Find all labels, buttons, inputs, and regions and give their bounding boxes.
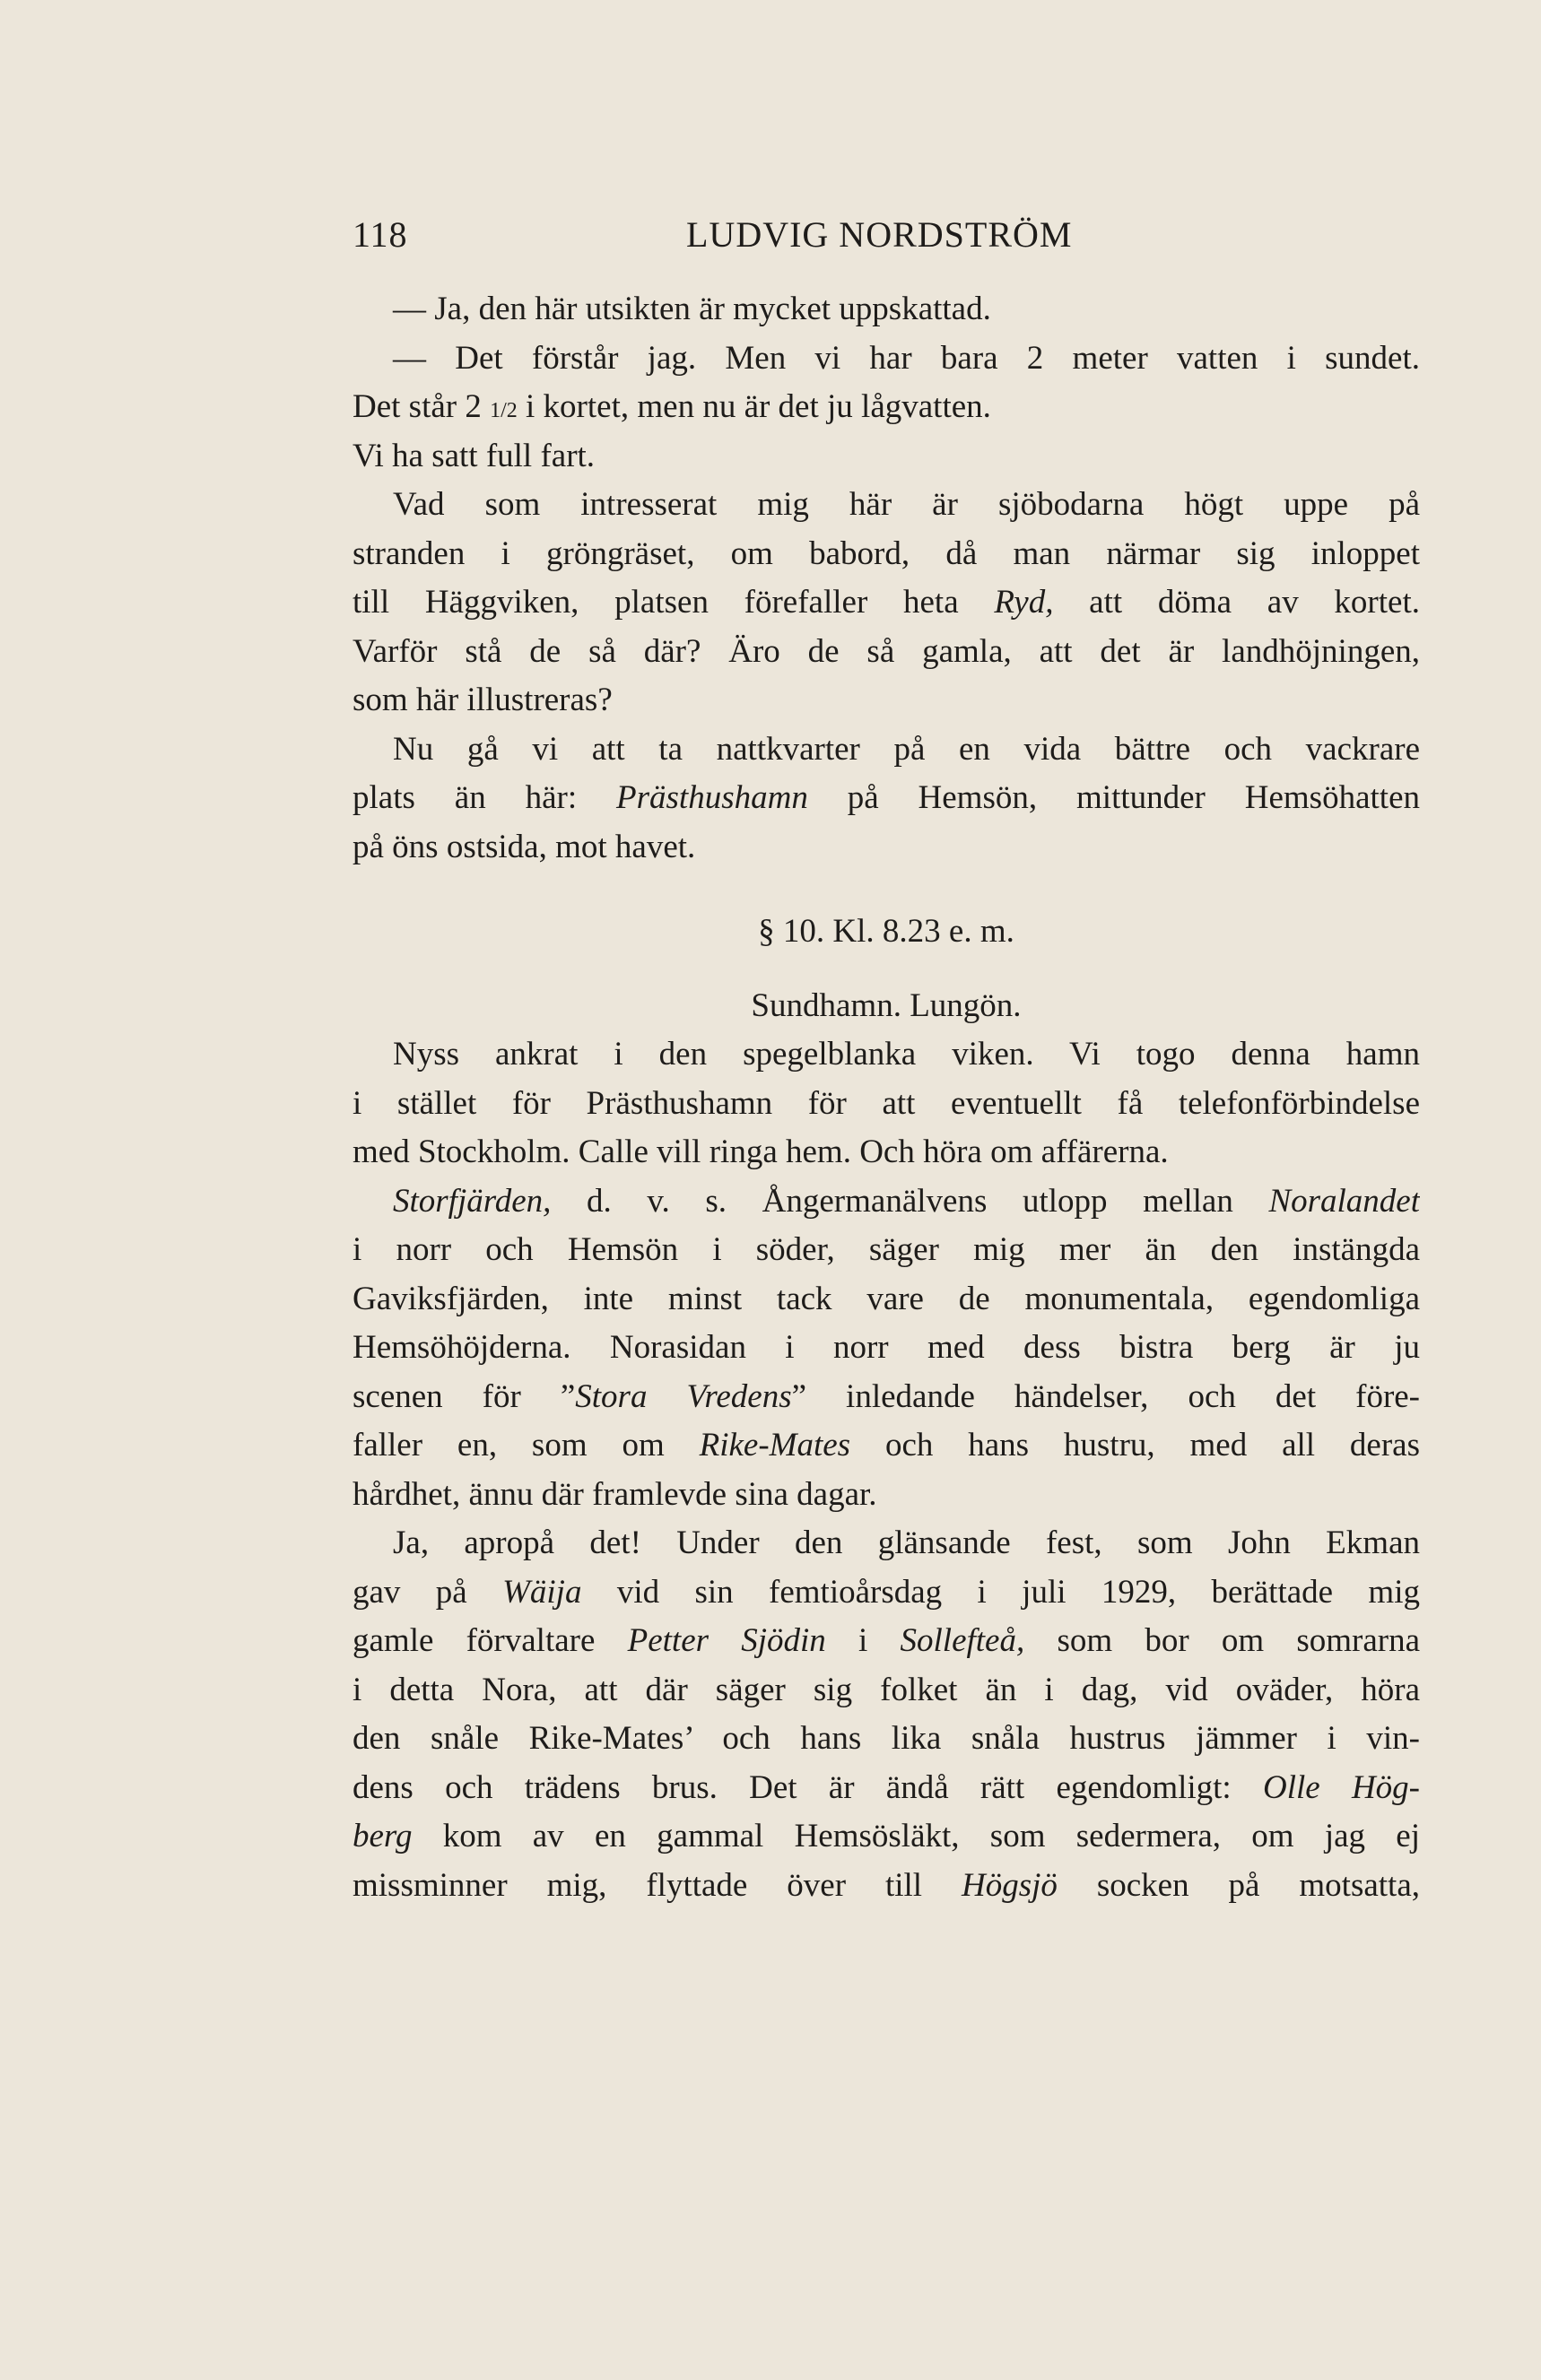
- text-line: med Stockholm. Calle vill ringa hem. Och höra om affärerna.: [353, 1134, 1169, 1170]
- text-line: stranden i gröngräset, om babord, då man närmar sig inloppet: [353, 534, 1420, 572]
- place-name: Prästhushamn: [616, 779, 808, 816]
- paragraph-first-line: Nu gå vi att ta nattkvarter på en vida bättre och vackrare: [393, 730, 1420, 768]
- dialogue-line: — Ja, den här utsikten är mycket uppskattad.: [393, 291, 991, 327]
- text-line: missminner mig, flyttade över till Högsjö socken på motsatta,: [353, 1866, 1420, 1904]
- page-header: [353, 213, 1420, 267]
- paragraph-first-line: Nyss ankrat i den spegelblanka viken. Vi togo denna hamn: [393, 1036, 1420, 1073]
- text-line: Det står 2 1/2 i kortet, men nu är det ju lågvatten.: [353, 388, 991, 425]
- text-line: hårdhet, ännu där framlevde sina dagar.: [353, 1475, 877, 1513]
- text-line: till Häggviken, platsen förefaller heta Ryd, att döma av kortet.: [353, 584, 1420, 621]
- text-line: dens och trädens brus. Det är ändå rätt egendomligt: Olle Hög-: [353, 1768, 1420, 1806]
- text-line: Gaviksfjärden, inte minst tack vare de monumentala, egendomliga: [353, 1280, 1420, 1317]
- text-line: på öns ostsida, mot havet.: [353, 828, 696, 865]
- text-line: gamle förvaltare Petter Sjödin i Sollefteå, som bor om somrarna: [353, 1622, 1420, 1659]
- place-name: Ryd,: [994, 584, 1054, 621]
- section-place: Sundhamn. Lungön.: [751, 986, 1022, 1024]
- page-number: 118: [353, 214, 408, 255]
- section-heading: § 10. Kl. 8.23 e. m.: [758, 913, 1014, 950]
- text-line: i stället för Prästhushamn för att eventuellt få telefonförbindelse: [353, 1084, 1420, 1122]
- paragraph-first-line: Vad som intresserat mig här är sjöbodarna högt uppe på: [393, 486, 1420, 523]
- text-line: gav på Wäija vid sin femtioårsdag i juli 1929, berättade mig: [353, 1573, 1420, 1611]
- text-line: plats än här: Prästhushamn på Hemsön, mittunder Hemsöhatten: [353, 779, 1420, 816]
- text-line: i detta Nora, att där säger sig folket än i dag, vid oväder, höra: [353, 1671, 1420, 1708]
- text-line: Varför stå de så där? Äro de så gamla, att det är landhöjningen,: [353, 632, 1420, 670]
- paragraph-first-line: Ja, apropå det! Under den glänsande fest, som John Ekman: [393, 1524, 1420, 1561]
- text-line: Hemsöhöjderna. Norasidan i norr med dess bistra berg är ju: [353, 1329, 1420, 1366]
- text-line: berg kom av en gammal Hemsösläkt, som sedermera, om jag ej: [353, 1818, 1420, 1854]
- text-line: faller en, som om Rike-Mates och hans hustru, med all deras: [353, 1427, 1420, 1464]
- paragraph-first-line: Storfjärden, d. v. s. Ångermanälvens utlopp mellan Noralandet: [393, 1182, 1420, 1220]
- text-line: den snåle Rike-Mates’ och hans lika snåla hustrus jämmer i vin-: [353, 1720, 1420, 1757]
- dialogue-line: — Det förstår jag. Men vi har bara 2 meter vatten i sundet.: [393, 339, 1420, 377]
- body-text: [353, 285, 1420, 1910]
- text-line: som här illustreras?: [353, 682, 613, 718]
- text-line: Vi ha satt full fart.: [353, 437, 596, 474]
- text-line: scenen för ”Stora Vredens” inledande händelser, och det före-: [353, 1377, 1420, 1415]
- text-line: i norr och Hemsön i söder, säger mig mer än den instängda: [353, 1231, 1420, 1268]
- fraction: 1/2: [490, 399, 518, 422]
- running-head: LUDVIG NORDSTRÖM: [686, 214, 1073, 255]
